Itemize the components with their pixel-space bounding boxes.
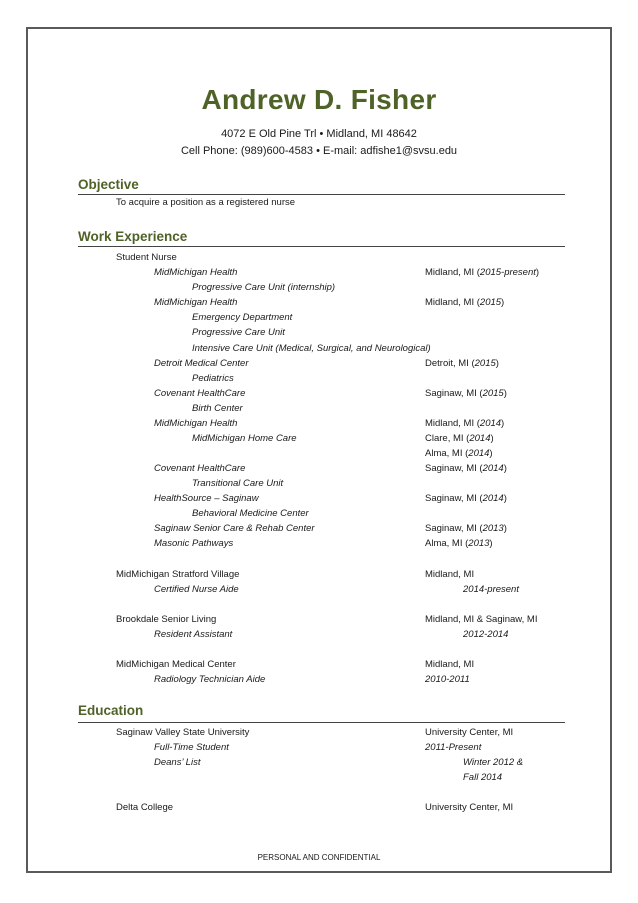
school-name: Saginaw Valley State University	[116, 727, 250, 738]
objective-text: To acquire a position as a registered nurse	[116, 197, 296, 208]
job-employer: MidMichigan Medical Center	[116, 659, 236, 670]
job-dates: 2012-2014	[463, 629, 509, 640]
applicant-name: Andrew D. Fisher	[201, 84, 437, 115]
clinical-location: Saginaw, MI (2013)	[425, 523, 507, 534]
address-line: 4072 E Old Pine Trl • Midland, MI 48642	[221, 128, 417, 140]
clinical-org: Covenant HealthCare	[154, 463, 246, 474]
honor-dates: Winter 2012 &	[463, 757, 524, 768]
clinical-location: Detroit, MI (2015)	[425, 358, 499, 369]
job-location: Midland, MI	[425, 659, 475, 670]
clinical-location: Saginaw, MI (2014)	[425, 463, 507, 474]
job-dates: 2010-2011	[425, 674, 470, 685]
job-role: Resident Assistant	[154, 629, 233, 640]
student-nurse-title: Student Nurse	[116, 252, 177, 263]
clinical-unit: Transitional Care Unit	[192, 478, 284, 489]
enrollment-status: Full-Time Student	[154, 742, 229, 753]
job-role: Radiology Technician Aide	[154, 674, 266, 685]
job-location: Midland, MI	[425, 569, 475, 580]
objective-heading: Objective	[78, 177, 139, 192]
clinical-location: Saginaw, MI (2015)	[425, 388, 507, 399]
clinical-org: Masonic Pathways	[154, 538, 234, 549]
education-heading: Education	[78, 703, 144, 718]
honor-dates: Fall 2014	[463, 772, 503, 783]
clinical-org: HealthSource – Saginaw	[154, 493, 259, 504]
school-location: University Center, MI	[425, 802, 514, 813]
clinical-org: Saginaw Senior Care & Rehab Center	[154, 523, 315, 534]
clinical-org: Covenant HealthCare	[154, 388, 246, 399]
clinical-org: MidMichigan Health	[154, 297, 238, 308]
school-location: University Center, MI	[425, 727, 514, 738]
clinical-unit: Birth Center	[192, 403, 243, 414]
school-name: Delta College	[116, 802, 174, 813]
clinical-unit: Progressive Care Unit	[192, 327, 285, 338]
education-rule	[78, 722, 565, 723]
clinical-location: Clare, MI (2014)	[425, 433, 494, 444]
clinical-org: MidMichigan Health	[154, 418, 238, 429]
clinical-unit: Intensive Care Unit (Medical, Surgical, and Neurological)	[192, 343, 431, 354]
clinical-unit: MidMichigan Home Care	[192, 433, 297, 444]
work-rule	[78, 246, 565, 247]
clinical-location: Alma, MI (2014)	[425, 448, 493, 459]
honor: Deans’ List	[154, 757, 201, 768]
clinical-location: Alma, MI (2013)	[425, 538, 493, 549]
clinical-unit: Emergency Department	[192, 312, 293, 323]
job-location: Midland, MI & Saginaw, MI	[425, 614, 538, 625]
clinical-org: MidMichigan Health	[154, 267, 238, 278]
enrollment-dates: 2011-Present	[425, 742, 482, 753]
clinical-location: Saginaw, MI (2014)	[425, 493, 507, 504]
clinical-location: Midland, MI (2014)	[425, 418, 505, 429]
clinical-org: Detroit Medical Center	[154, 358, 249, 369]
clinical-unit: Behavioral Medicine Center	[192, 508, 309, 519]
job-employer: Brookdale Senior Living	[116, 614, 217, 625]
job-role: Certified Nurse Aide	[154, 584, 239, 595]
contact-line: Cell Phone: (989)600-4583 • E-mail: adfishe1@svsu.edu	[180, 145, 458, 157]
work-heading: Work Experience	[78, 229, 188, 244]
job-employer: MidMichigan Stratford Village	[116, 569, 240, 580]
objective-rule	[78, 194, 565, 195]
footer-confidential: PERSONAL AND CONFIDENTIAL	[257, 853, 381, 862]
clinical-unit: Progressive Care Unit (internship)	[192, 282, 336, 293]
clinical-location: Midland, MI (2015-present)	[425, 267, 540, 278]
clinical-unit: Pediatrics	[192, 373, 234, 384]
job-dates: 2014-present	[463, 584, 519, 595]
clinical-location: Midland, MI (2015)	[425, 297, 505, 308]
